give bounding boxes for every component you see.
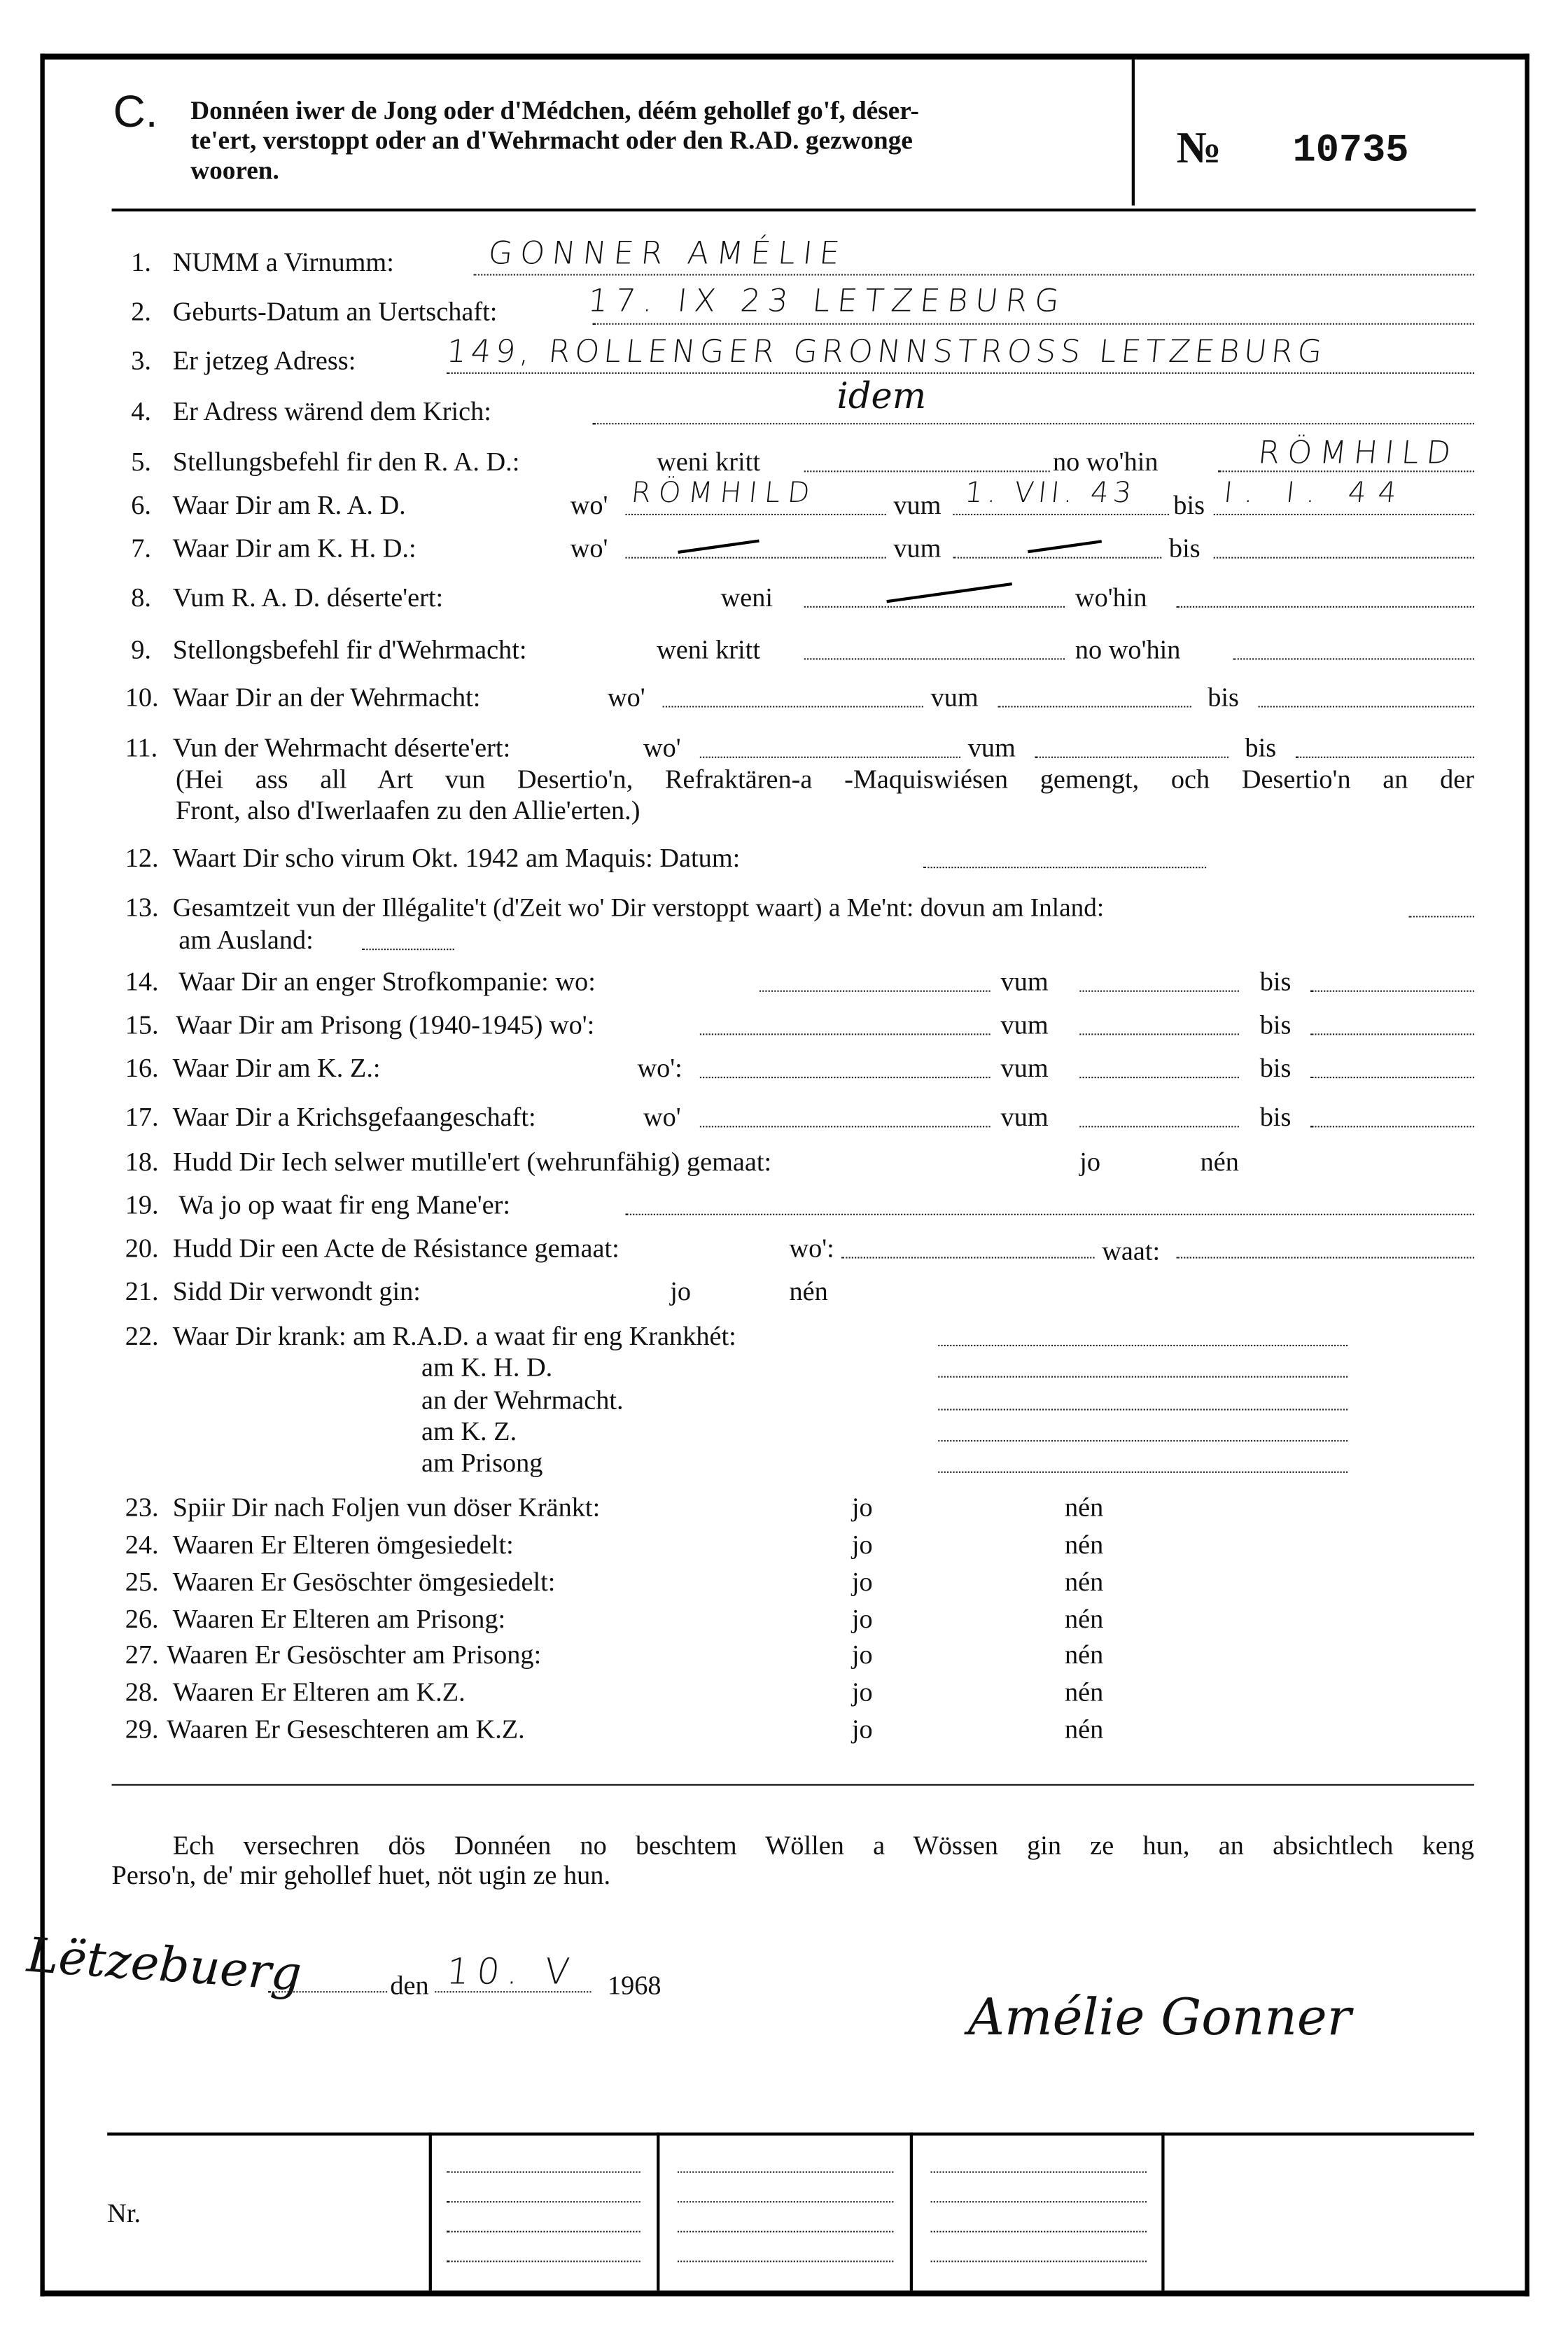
year: 1968: [607, 1970, 662, 2000]
row-number: 18.: [125, 1147, 159, 1177]
value-rad-where: RÖMHILD: [629, 476, 819, 510]
label-wohin: no wo'hin: [1053, 447, 1158, 477]
option-nen[interactable]: nén: [1065, 1714, 1104, 1745]
footer-col-divider: [657, 2132, 659, 2290]
label-wohin: no wo'hin: [1074, 634, 1181, 664]
label-rad-desert: Vum R. A. D. déserte'ert:: [172, 582, 444, 613]
field-kz-from[interactable]: [1079, 1077, 1239, 1078]
note-line-2: Front, also d'Iwerlaafen zu den Allie'erten.): [176, 795, 640, 825]
field-wm-order-when[interactable]: [804, 658, 1065, 659]
field-pow-to[interactable]: [1310, 1126, 1474, 1127]
field-khd-from[interactable]: [953, 557, 1161, 559]
field-resistance-what[interactable]: [1177, 1257, 1474, 1258]
label-bis: bis: [1245, 732, 1277, 763]
field-rad-where[interactable]: [625, 514, 886, 515]
label-birth: Geburts-Datum an Uertschaft:: [172, 296, 498, 326]
label-siblings-resettled: Waaren Er Gesöschter ömgesiedelt:: [172, 1566, 556, 1597]
row-number: 11.: [125, 732, 158, 763]
label-bis: bis: [1173, 489, 1205, 520]
label-wo: wo': [570, 533, 608, 564]
row-number: 28.: [125, 1677, 159, 1707]
label-kz: Waar Dir am K. Z.:: [172, 1053, 381, 1083]
label-address: Er jetzeg Adress:: [172, 345, 356, 376]
field-pow-where[interactable]: [700, 1126, 990, 1127]
row-number: 13.: [125, 892, 159, 922]
value-rad-to: I. I. 44: [1222, 476, 1410, 510]
label-self-mutilation: Hudd Dir Iech selwer mutille'ert (wehrunfähig) gemaat:: [172, 1147, 772, 1177]
field-wm-order-where[interactable]: [1233, 658, 1474, 659]
value-rad-order-where: RÖMHILD: [1256, 435, 1460, 471]
label-sick-prison: am Prisong: [421, 1447, 543, 1478]
option-nen[interactable]: nén: [1065, 1604, 1104, 1634]
field-rad-to[interactable]: [1214, 514, 1474, 515]
field-rad-order-where[interactable]: [1218, 470, 1474, 472]
field-wm-from[interactable]: [997, 706, 1191, 707]
row-number: 22.: [125, 1320, 159, 1351]
label-sick-wm: an der Wehrmacht.: [421, 1385, 624, 1415]
label-khd: Waar Dir am K. H. D.:: [172, 533, 416, 564]
row-number: 9.: [131, 634, 151, 664]
field-wm-desert-from[interactable]: [1035, 757, 1228, 758]
row-number: 29.: [125, 1714, 159, 1745]
header-divider: [112, 209, 1476, 211]
label-wo: wo':: [637, 1053, 682, 1083]
label-maquis: Waart Dir scho virum Okt. 1942 am Maquis: Datum:: [172, 843, 741, 873]
option-jo[interactable]: jo: [670, 1276, 692, 1306]
footer-field[interactable]: [931, 2231, 1147, 2232]
label-sick-kz: am K. Z.: [421, 1416, 517, 1446]
footer-field[interactable]: [931, 2260, 1147, 2262]
label-wounded: Sidd Dir verwondt gin:: [172, 1276, 421, 1306]
note-line-1: (Hei ass all Art vun Desertio'n, Refraktären-a -Maquiswiésen gemengt, och Desertio'n an der: [176, 764, 1475, 794]
dash-stroke: [678, 539, 759, 552]
label-bis: bis: [1259, 1053, 1292, 1083]
number-sign: №: [1176, 123, 1222, 173]
border-bottom: [40, 2291, 1529, 2297]
footer-col-divider: [429, 2132, 431, 2290]
row-number: 27.: [125, 1640, 159, 1670]
label-bis: bis: [1259, 1102, 1292, 1132]
field-sick-wm[interactable]: [938, 1409, 1348, 1410]
row-number: 20.: [125, 1233, 159, 1263]
label-prison: Waar Dir am Prisong (1940-1945) wo':: [176, 1009, 595, 1040]
option-nen[interactable]: nén: [1200, 1147, 1239, 1177]
option-nen[interactable]: nén: [1065, 1566, 1104, 1597]
option-nen[interactable]: nén: [1065, 1529, 1104, 1560]
label-wm-desert: Vun der Wehrmacht déserte'ert:: [172, 732, 511, 763]
dash-stroke: [886, 582, 1012, 602]
row-number: 24.: [125, 1529, 159, 1560]
field-pow-from[interactable]: [1079, 1126, 1239, 1127]
field-rad-desert-where[interactable]: [1177, 606, 1474, 608]
label-sick-khd: am K. H. D.: [421, 1352, 553, 1383]
row-number: 3.: [131, 345, 151, 376]
label-den: den: [390, 1970, 429, 2000]
footer-field[interactable]: [931, 2172, 1147, 2173]
option-jo[interactable]: jo: [851, 1640, 873, 1670]
label-vum: vum: [1000, 1053, 1049, 1083]
field-kz-to[interactable]: [1310, 1077, 1474, 1078]
declaration-line-2: Perso'n, de' mir gehollef huet, nöt ugin ze hun.: [111, 1859, 611, 1890]
label-rad: Waar Dir am R. A. D.: [172, 489, 406, 520]
value-birth: 17. IX 23 LETZEBURG: [586, 283, 1069, 319]
footer-field[interactable]: [447, 2260, 640, 2262]
footer-col-divider: [910, 2132, 912, 2290]
field-penal-from[interactable]: [1079, 991, 1239, 992]
form-number: 10735: [1292, 127, 1409, 173]
border-right: [1525, 54, 1529, 2297]
footer-field[interactable]: [678, 2231, 893, 2232]
label-wo: wo': [570, 489, 608, 520]
footer-nr-label: Nr.: [107, 2197, 141, 2228]
header-title-2: te'ert, verstoppt oder an d'Wehrmacht oder den R.AD. gezwonge: [190, 125, 913, 155]
option-jo[interactable]: jo: [851, 1714, 873, 1745]
field-birth[interactable]: [593, 323, 1474, 325]
label-wohin: wo'hin: [1074, 582, 1147, 613]
option-nen[interactable]: nén: [1065, 1640, 1104, 1670]
footer-top-line: [107, 2132, 1474, 2135]
label-siblings-kz: Waaren Er Geseschteren am K.Z.: [167, 1714, 525, 1745]
section-letter: C.: [113, 88, 158, 137]
label-weni: weni kritt: [657, 447, 760, 477]
label-weni: weni kritt: [657, 634, 760, 664]
row-number: 17.: [125, 1102, 159, 1132]
signature: Amélie Gonner: [967, 1987, 1352, 2048]
label-pow: Waar Dir a Krichsgefaangeschaft:: [172, 1102, 536, 1132]
field-khd-to[interactable]: [1214, 557, 1474, 559]
footer-field[interactable]: [678, 2201, 893, 2202]
value-date: 10. V: [444, 1950, 579, 1993]
field-abroad[interactable]: [362, 949, 454, 950]
field-resistance-where[interactable]: [841, 1257, 1095, 1258]
option-jo[interactable]: jo: [1079, 1147, 1101, 1177]
option-nen[interactable]: nén: [1065, 1677, 1104, 1707]
field-prison-where[interactable]: [700, 1033, 990, 1035]
label-wm: Waar Dir an der Wehrmacht:: [172, 682, 481, 712]
row-number: 7.: [131, 533, 151, 564]
value-rad-from: 1. VII. 43: [963, 476, 1138, 510]
field-prison-to[interactable]: [1310, 1033, 1474, 1035]
label-vum: vum: [930, 682, 979, 712]
footer-field[interactable]: [931, 2201, 1147, 2202]
header-title-3: wooren.: [190, 155, 279, 185]
field-kz-where[interactable]: [700, 1077, 990, 1078]
row-number: 10.: [125, 682, 159, 712]
label-vum: vum: [893, 489, 941, 520]
row-number: 21.: [125, 1276, 159, 1306]
label-manner: Wa jo op waat fir eng Mane'er:: [178, 1189, 511, 1220]
value-war-address: idem: [836, 375, 927, 417]
label-wo: wo': [643, 1102, 681, 1132]
section-divider: [112, 1784, 1474, 1787]
field-prison-from[interactable]: [1079, 1033, 1239, 1035]
field-wm-desert-to[interactable]: [1296, 757, 1474, 758]
row-number: 2.: [131, 296, 151, 326]
label-wo: wo': [607, 682, 645, 712]
label-wm-order: Stellongsbefehl fir d'Wehrmacht:: [172, 634, 527, 664]
field-address[interactable]: [447, 372, 1474, 374]
row-number: 1.: [131, 247, 151, 277]
option-jo[interactable]: jo: [851, 1529, 873, 1560]
value-name: GONNER AMÉLIE: [486, 235, 849, 272]
field-sick-rad[interactable]: [938, 1345, 1348, 1346]
row-number: 6.: [131, 489, 151, 520]
label-bis: bis: [1208, 682, 1239, 712]
field-rad-from[interactable]: [953, 514, 1168, 515]
row-number: 26.: [125, 1604, 159, 1634]
row-number: 4.: [131, 396, 151, 426]
field-wm-to[interactable]: [1259, 706, 1474, 707]
label-rad-order: Stellungsbefehl fir den R. A. D.:: [172, 447, 520, 477]
field-inland[interactable]: [1408, 916, 1474, 917]
label-bis: bis: [1259, 966, 1292, 997]
row-number: 8.: [131, 582, 151, 613]
label-abroad: am Ausland:: [178, 925, 314, 955]
option-jo[interactable]: jo: [851, 1604, 873, 1634]
footer-field[interactable]: [447, 2201, 640, 2202]
field-khd-where[interactable]: [625, 557, 886, 559]
label-penal: Waar Dir an enger Strofkompanie: wo:: [178, 966, 596, 997]
declaration-line-1: Ech versechren dös Donnéen no beschtem Wöllen a Wössen gin ze hun, an absichtlech keng: [172, 1830, 1475, 1860]
field-maquis-date[interactable]: [923, 867, 1206, 868]
row-number: 5.: [131, 447, 151, 477]
row-number: 23.: [125, 1492, 159, 1523]
label-waat: waat:: [1102, 1236, 1161, 1266]
footer-field[interactable]: [447, 2231, 640, 2232]
field-rad-order-when[interactable]: [804, 470, 1050, 472]
row-number: 19.: [125, 1189, 159, 1220]
field-sick-kz[interactable]: [938, 1440, 1348, 1441]
label-wo: wo': [643, 732, 681, 763]
row-number: 25.: [125, 1566, 159, 1597]
label-vum: vum: [1000, 966, 1049, 997]
field-wm-where[interactable]: [663, 706, 923, 707]
label-resistance: Hudd Dir een Acte de Résistance gemaat:: [172, 1233, 620, 1263]
label-parents-resettled: Waaren Er Elteren ömgesiedelt:: [172, 1529, 514, 1560]
label-consequences: Spiir Dir nach Foljen vun döser Kränkt:: [172, 1492, 601, 1523]
row-number: 14.: [125, 966, 159, 997]
option-jo[interactable]: jo: [851, 1492, 873, 1523]
footer-field[interactable]: [678, 2172, 893, 2173]
label-weni: weni: [720, 582, 774, 613]
field-place[interactable]: [268, 1991, 387, 1992]
label-parents-kz: Waaren Er Elteren am K.Z.: [172, 1677, 465, 1707]
header-vertical-divider: [1132, 60, 1135, 205]
footer-col-divider: [1161, 2132, 1163, 2290]
label-vum: vum: [893, 533, 941, 564]
label-siblings-prison: Waaren Er Gesöschter am Prisong:: [167, 1640, 542, 1670]
border-top: [40, 54, 1529, 60]
row-number: 12.: [125, 843, 159, 873]
field-penal-where[interactable]: [760, 991, 990, 992]
label-war-address: Er Adress wärend dem Krich:: [172, 396, 491, 426]
option-jo[interactable]: jo: [851, 1566, 873, 1597]
field-war-address[interactable]: [593, 423, 1474, 424]
label-vum: vum: [1000, 1009, 1049, 1040]
dash-stroke: [1028, 540, 1102, 552]
label-name: NUMM a Virnumm:: [172, 247, 394, 277]
field-name[interactable]: [473, 274, 1474, 275]
label-illegality: Gesamtzeit vun der Illégalite't (d'Zeit wo' Dir verstoppt waart) a Me'nt: dovun am Inland:: [172, 892, 1105, 922]
label-vum: vum: [967, 732, 1016, 763]
field-manner[interactable]: [625, 1214, 1474, 1215]
header-title-1: Donnéen iwer de Jong oder d'Médchen, déém gehollef go'f, déser-: [190, 95, 919, 125]
footer-field[interactable]: [447, 2172, 640, 2173]
field-sick-khd[interactable]: [938, 1376, 1348, 1378]
value-address: 149, ROLLENGER GRONNSTROSS LETZEBURG: [444, 333, 1329, 370]
field-penal-to[interactable]: [1310, 991, 1474, 992]
option-jo[interactable]: jo: [851, 1677, 873, 1707]
row-number: 16.: [125, 1053, 159, 1083]
footer-field[interactable]: [678, 2260, 893, 2262]
value-place: Lëtzebuerg: [24, 1926, 304, 2002]
label-sick: Waar Dir krank: am R.A.D. a waat fir eng Krankhét:: [172, 1320, 736, 1351]
label-bis: bis: [1168, 533, 1200, 564]
field-sick-prison[interactable]: [938, 1472, 1348, 1473]
row-number: 15.: [125, 1009, 159, 1040]
label-wo: wo':: [789, 1233, 834, 1263]
field-rad-desert-when[interactable]: [804, 606, 1065, 608]
option-nen[interactable]: nén: [789, 1276, 828, 1306]
label-parents-prison: Waaren Er Elteren am Prisong:: [172, 1604, 506, 1634]
field-wm-desert-where[interactable]: [700, 757, 960, 758]
label-bis: bis: [1259, 1009, 1292, 1040]
option-nen[interactable]: nén: [1065, 1492, 1104, 1523]
label-vum: vum: [1000, 1102, 1049, 1132]
